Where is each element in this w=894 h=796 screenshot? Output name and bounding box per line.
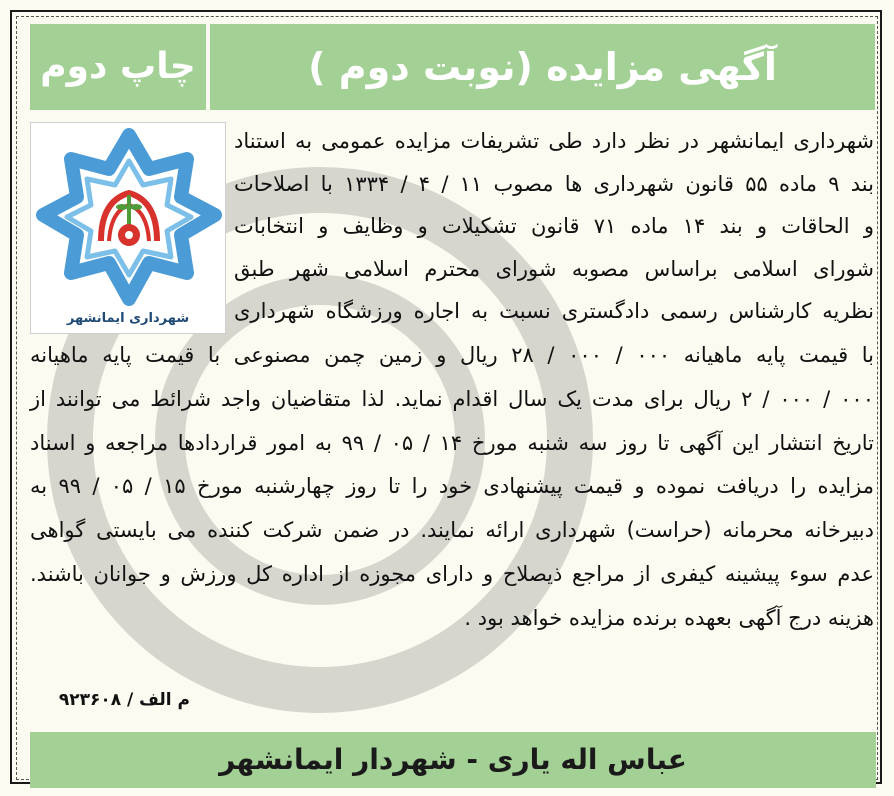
body-line: مزایده را دریافت نموده و قیمت پیشنهادی خود را تا روز چهارشنبه مورخ ۱۵ / ۰۵ / ۹۹ به xyxy=(30,474,874,499)
announcement-body xyxy=(30,334,874,684)
body-line: و الحاقات و بند ۱۴ ماده ۷۱ قانون تشکیلات و وظایف و انتخابات xyxy=(234,214,874,238)
body-line: نظریه کارشناس رسمی دادگستری نسبت به اجاره ورزشگاه شهرداری xyxy=(234,299,874,323)
body-line: هزینه درج آگهی بعهده برنده مزایده خواهد بود . xyxy=(464,605,874,630)
page-title: آگهی مزایده (نوبت دوم ) xyxy=(210,24,875,110)
signature-footer: عباس اله یاری - شهردار ایمانشهر xyxy=(30,732,876,788)
announcement-intro xyxy=(234,120,874,334)
municipality-logo-icon xyxy=(31,123,227,313)
body-line: دبیرخانه محرمانه (حراست) شهرداری ارائه نمایند. در ضمن شرکت کننده می بایستی گواهی xyxy=(30,518,874,543)
logo-caption: شهرداری ایمانشهر xyxy=(66,311,190,326)
body-line: عدم سوء پیشینه کیفری از مراجع ذیصلاح و دارای مجوزه از اداره کل ورزش و جوانان باشند. xyxy=(30,561,874,586)
reference-code: م الف / ۹۲۳۶۰۸ xyxy=(58,690,190,710)
print-edition-badge: چاپ دوم xyxy=(30,24,206,110)
body-line: ۰۰۰ / ۰۰۰ / ۲ ریال برای مدت یک سال اقدام نماید. لذا متقاضیان واجد شرائط می توانند از xyxy=(30,386,874,411)
body-line: تاریخ انتشار این آگهی تا روز سه شنبه مورخ ۱۴ / ۰۵ / ۹۹ به امور قراردادها مراجعه و اسناد xyxy=(30,430,874,455)
body-line: با قیمت پایه ماهیانه ۰۰۰ / ۰۰۰ / ۲۸ ریال و زمین چمن مصنوعی با قیمت پایه ماهیانه xyxy=(30,343,874,367)
body-line: شورای اسلامی براساس مصوبه شورای محترم اسلامی شهر طبق xyxy=(234,256,874,281)
body-line: شهرداری ایمانشهر در نظر دارد طی تشریفات مزایده عمومی به استناد xyxy=(234,129,874,153)
municipality-logo xyxy=(30,122,226,334)
body-line: بند ۹ ماده ۵۵ قانون شهرداری ها مصوب ۱۱ / ۴ / ۱۳۳۴ با اصلاحات xyxy=(234,171,874,196)
